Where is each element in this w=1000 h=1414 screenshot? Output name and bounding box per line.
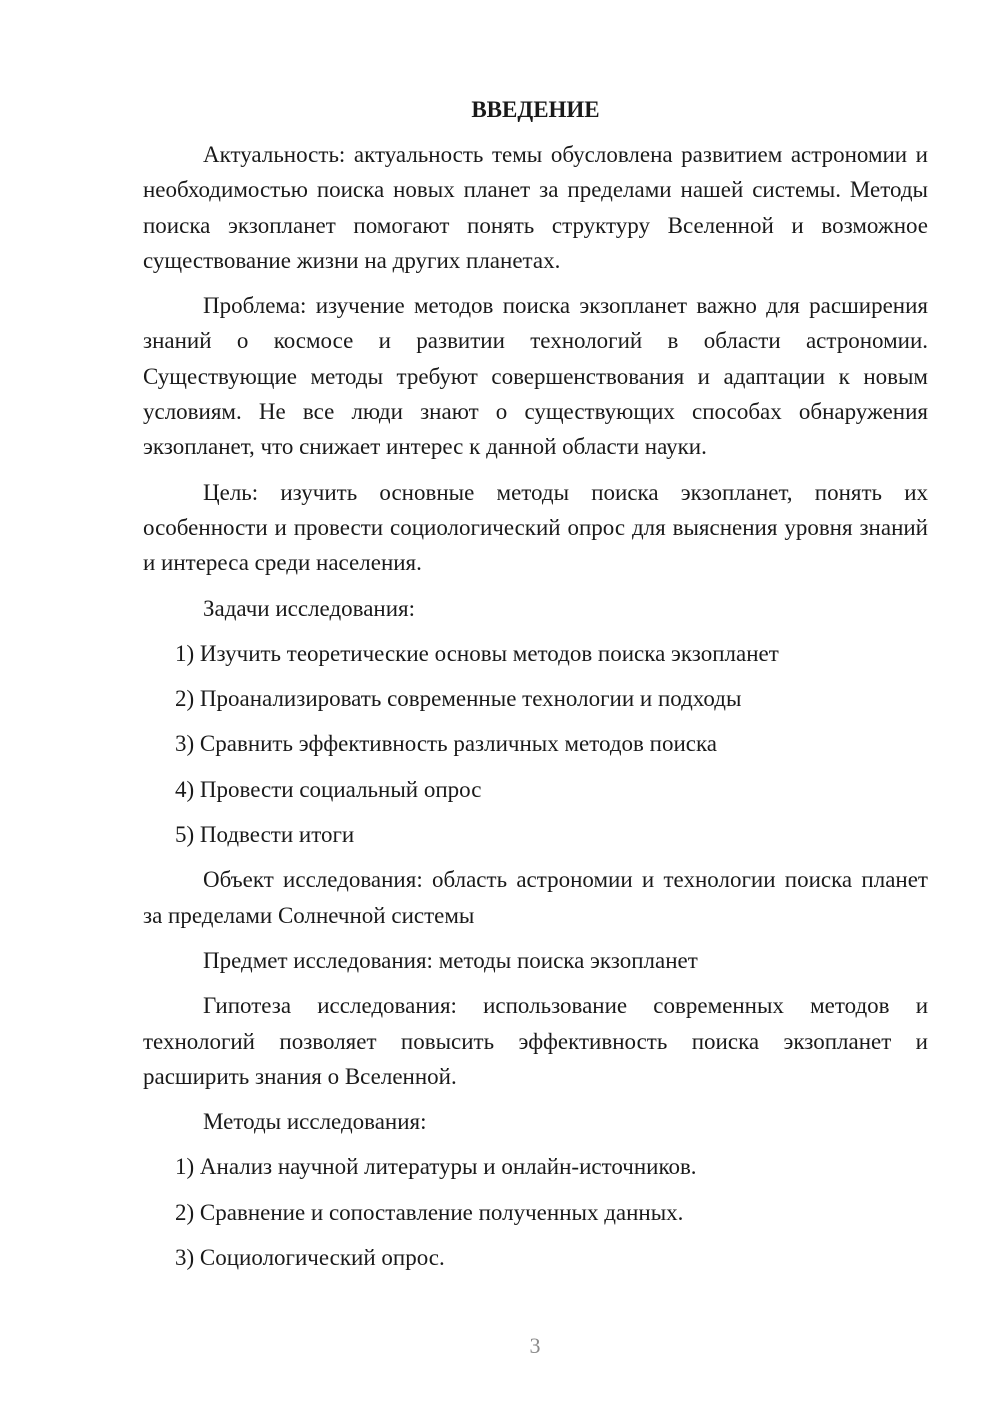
task-item-3: 3) Сравнить эффективность различных методов поиска [175, 731, 717, 757]
methods-heading: Методы исследования: [203, 1109, 427, 1135]
task-item-1: 1) Изучить теоретические основы методов поиска экзопланет [175, 640, 779, 666]
method-item-2: 2) Сравнение и сопоставление полученных данных. [175, 1199, 684, 1225]
method-item-3: 3) Социологический опрос. [175, 1245, 445, 1271]
relevance-paragraph: Актуальность: актуальность темы обусловлена развитием астрономии и необходимостью поиска новых планет за пределами нашей системы. Методы поиска экзопланет помогают понять структуру Вселенной и возможное существование жизни на других планетах. [143, 142, 928, 273]
object-paragraph: Объект исследования: область астрономии и технологии поиска планет за пределами Солнечной системы [143, 867, 928, 928]
page-number: 3 [529, 1333, 541, 1358]
subject-paragraph: Предмет исследования: методы поиска экзопланет [203, 947, 698, 973]
page-title: ВВЕДЕНИЕ [471, 97, 600, 122]
goal-paragraph: Цель: изучить основные методы поиска экзопланет, понять их особенности и провести социологический опрос для выяснения уровня знаний и интереса среди населения. [143, 479, 928, 576]
hypothesis-paragraph: Гипотеза исследования: использование современных методов и технологий позволяет повысить эффективность поиска экзопланет и расширить знания о Вселенной. [143, 993, 928, 1089]
task-item-2: 2) Проанализировать современные технологии и подходы [175, 686, 742, 712]
task-item-5: 5) Подвести итоги [175, 822, 355, 848]
task-item-4: 4) Провести социальный опрос [175, 776, 482, 802]
page-content [143, 92, 928, 1285]
problem-paragraph: Проблема: изучение методов поиска экзопланет важно для расширения знаний о космосе и развитии технологий в области астрономии. Существующие методы требуют совершенствования и адаптации к новым условиям. Не все люди знают о существующих способах обнаружения экзопланет, что снижает интерес к данной области науки. [143, 293, 928, 460]
method-item-1: 1) Анализ научной литературы и онлайн-источников. [175, 1154, 697, 1180]
tasks-heading: Задачи исследования: [203, 595, 416, 621]
